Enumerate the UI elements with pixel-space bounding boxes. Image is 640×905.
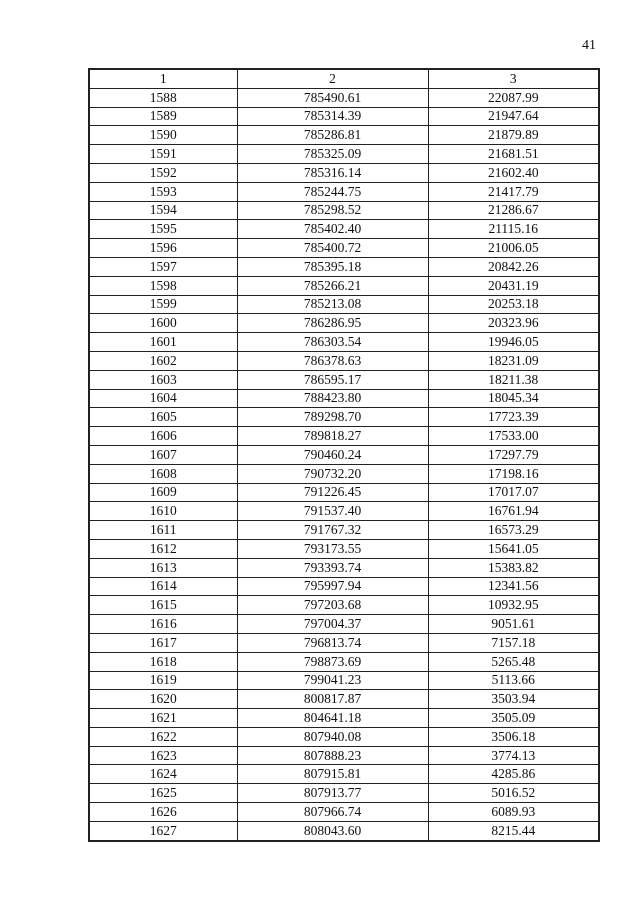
table-row — [89, 765, 599, 784]
table-cell-col-2: 785314.39 — [237, 107, 428, 126]
table-cell-col-1: 1594 — [89, 201, 237, 220]
table-row — [89, 803, 599, 822]
table-cell-col-2: 807940.08 — [237, 727, 428, 746]
table-row — [89, 389, 599, 408]
table-cell-col-2: 788423.80 — [237, 389, 428, 408]
table-cell-col-2: 807913.77 — [237, 784, 428, 803]
table-cell-col-2: 785402.40 — [237, 220, 428, 239]
table-cell-col-2: 789818.27 — [237, 427, 428, 446]
table-cell-col-2: 785325.09 — [237, 145, 428, 164]
table-cell-col-2: 797203.68 — [237, 596, 428, 615]
table-cell-col-1: 1591 — [89, 145, 237, 164]
table-row — [89, 163, 599, 182]
table-row — [89, 351, 599, 370]
table-row — [89, 145, 599, 164]
coordinates-table — [88, 68, 600, 842]
table-cell-col-2: 807888.23 — [237, 746, 428, 765]
table-cell-col-3: 3505.09 — [428, 709, 599, 728]
table-cell-col-3: 21947.64 — [428, 107, 599, 126]
table-cell-col-3: 16573.29 — [428, 521, 599, 540]
table-cell-col-1: 1611 — [89, 521, 237, 540]
table-cell-col-2: 786286.95 — [237, 314, 428, 333]
table-cell-col-3: 21879.89 — [428, 126, 599, 145]
table-cell-col-3: 20323.96 — [428, 314, 599, 333]
table-row — [89, 821, 599, 840]
table-cell-col-2: 799041.23 — [237, 671, 428, 690]
table-cell-col-2: 791537.40 — [237, 502, 428, 521]
table-cell-col-3: 9051.61 — [428, 615, 599, 634]
table-cell-col-3: 21417.79 — [428, 182, 599, 201]
page-number: 41 — [582, 38, 596, 53]
table-cell-col-3: 3503.94 — [428, 690, 599, 709]
table-row — [89, 558, 599, 577]
table-cell-col-1: 1593 — [89, 182, 237, 201]
table-cell-col-3: 16761.94 — [428, 502, 599, 521]
table-cell-col-3: 22087.99 — [428, 88, 599, 107]
table-cell-col-1: 1617 — [89, 633, 237, 652]
table-cell-col-2: 786595.17 — [237, 370, 428, 389]
table-cell-col-3: 12341.56 — [428, 577, 599, 596]
table-cell-col-3: 19946.05 — [428, 333, 599, 352]
column-header-1: 1 — [89, 69, 237, 88]
table-row — [89, 239, 599, 258]
table-header-row — [89, 69, 599, 88]
table-cell-col-3: 17017.07 — [428, 483, 599, 502]
table-cell-col-1: 1601 — [89, 333, 237, 352]
table-cell-col-3: 7157.18 — [428, 633, 599, 652]
table-cell-col-2: 808043.60 — [237, 821, 428, 840]
table-cell-col-3: 10932.95 — [428, 596, 599, 615]
table-cell-col-1: 1613 — [89, 558, 237, 577]
table-row — [89, 652, 599, 671]
table-cell-col-1: 1597 — [89, 257, 237, 276]
table-cell-col-1: 1615 — [89, 596, 237, 615]
table-cell-col-3: 17198.16 — [428, 464, 599, 483]
table-cell-col-2: 786378.63 — [237, 351, 428, 370]
table-row — [89, 464, 599, 483]
table-cell-col-3: 6089.93 — [428, 803, 599, 822]
table-cell-col-3: 3774.13 — [428, 746, 599, 765]
table-cell-col-1: 1602 — [89, 351, 237, 370]
table-cell-col-2: 785213.08 — [237, 295, 428, 314]
table-cell-col-3: 18211.38 — [428, 370, 599, 389]
table-cell-col-1: 1626 — [89, 803, 237, 822]
table-cell-col-1: 1592 — [89, 163, 237, 182]
table-row — [89, 257, 599, 276]
table-cell-col-3: 21115.16 — [428, 220, 599, 239]
table-cell-col-1: 1590 — [89, 126, 237, 145]
table-cell-col-1: 1595 — [89, 220, 237, 239]
table-row — [89, 709, 599, 728]
table-cell-col-2: 793393.74 — [237, 558, 428, 577]
table-cell-col-2: 795997.94 — [237, 577, 428, 596]
table-cell-col-2: 797004.37 — [237, 615, 428, 634]
table-cell-col-1: 1619 — [89, 671, 237, 690]
table-row — [89, 539, 599, 558]
table-row — [89, 88, 599, 107]
table-row — [89, 126, 599, 145]
table-cell-col-1: 1608 — [89, 464, 237, 483]
table-row — [89, 633, 599, 652]
table-cell-col-2: 785490.61 — [237, 88, 428, 107]
table-cell-col-3: 5016.52 — [428, 784, 599, 803]
table-cell-col-1: 1620 — [89, 690, 237, 709]
table-cell-col-1: 1610 — [89, 502, 237, 521]
table-row — [89, 727, 599, 746]
table-cell-col-1: 1599 — [89, 295, 237, 314]
table-row — [89, 107, 599, 126]
table-cell-col-1: 1598 — [89, 276, 237, 295]
table-row — [89, 220, 599, 239]
table-cell-col-2: 791767.32 — [237, 521, 428, 540]
table-cell-col-1: 1616 — [89, 615, 237, 634]
table-cell-col-2: 796813.74 — [237, 633, 428, 652]
table-row — [89, 615, 599, 634]
table-cell-col-2: 790460.24 — [237, 445, 428, 464]
table-cell-col-3: 21681.51 — [428, 145, 599, 164]
table-cell-col-2: 785316.14 — [237, 163, 428, 182]
column-header-3: 3 — [428, 69, 599, 88]
table-cell-col-1: 1614 — [89, 577, 237, 596]
table-cell-col-2: 785266.21 — [237, 276, 428, 295]
table-cell-col-1: 1589 — [89, 107, 237, 126]
table-row — [89, 596, 599, 615]
table-cell-col-2: 786303.54 — [237, 333, 428, 352]
table-cell-col-1: 1609 — [89, 483, 237, 502]
table-cell-col-3: 18231.09 — [428, 351, 599, 370]
table-cell-col-2: 804641.18 — [237, 709, 428, 728]
table-cell-col-1: 1607 — [89, 445, 237, 464]
table-cell-col-3: 17723.39 — [428, 408, 599, 427]
table-cell-col-1: 1600 — [89, 314, 237, 333]
table-cell-col-3: 4285.86 — [428, 765, 599, 784]
table-cell-col-1: 1627 — [89, 821, 237, 840]
table-row — [89, 577, 599, 596]
table-row — [89, 690, 599, 709]
table-cell-col-3: 5265.48 — [428, 652, 599, 671]
column-header-2: 2 — [237, 69, 428, 88]
table-cell-col-2: 790732.20 — [237, 464, 428, 483]
table-cell-col-1: 1625 — [89, 784, 237, 803]
table-cell-col-3: 21602.40 — [428, 163, 599, 182]
table-cell-col-1: 1604 — [89, 389, 237, 408]
table-cell-col-2: 807966.74 — [237, 803, 428, 822]
table-cell-col-3: 15641.05 — [428, 539, 599, 558]
table-cell-col-2: 785395.18 — [237, 257, 428, 276]
table-cell-col-3: 21286.67 — [428, 201, 599, 220]
table-cell-col-3: 20842.26 — [428, 257, 599, 276]
table-row — [89, 521, 599, 540]
table-row — [89, 201, 599, 220]
table-cell-col-2: 785286.81 — [237, 126, 428, 145]
table-cell-col-3: 18045.34 — [428, 389, 599, 408]
table-cell-col-2: 800817.87 — [237, 690, 428, 709]
table-cell-col-2: 785298.52 — [237, 201, 428, 220]
table-cell-col-1: 1596 — [89, 239, 237, 258]
table-cell-col-3: 21006.05 — [428, 239, 599, 258]
table-body — [89, 88, 599, 840]
table-row — [89, 784, 599, 803]
table-row — [89, 295, 599, 314]
table-row — [89, 427, 599, 446]
table-row — [89, 276, 599, 295]
table-cell-col-1: 1603 — [89, 370, 237, 389]
table-cell-col-3: 20253.18 — [428, 295, 599, 314]
table-cell-col-3: 20431.19 — [428, 276, 599, 295]
table-cell-col-1: 1605 — [89, 408, 237, 427]
table-cell-col-2: 798873.69 — [237, 652, 428, 671]
table-row — [89, 370, 599, 389]
table-row — [89, 671, 599, 690]
table-row — [89, 502, 599, 521]
table-row — [89, 333, 599, 352]
table-cell-col-1: 1623 — [89, 746, 237, 765]
table-cell-col-1: 1624 — [89, 765, 237, 784]
table-cell-col-2: 791226.45 — [237, 483, 428, 502]
table-cell-col-2: 789298.70 — [237, 408, 428, 427]
table-cell-col-1: 1621 — [89, 709, 237, 728]
table-cell-col-2: 807915.81 — [237, 765, 428, 784]
table-row — [89, 408, 599, 427]
table-cell-col-3: 15383.82 — [428, 558, 599, 577]
table-row — [89, 314, 599, 333]
table-cell-col-3: 5113.66 — [428, 671, 599, 690]
table-cell-col-1: 1612 — [89, 539, 237, 558]
table-row — [89, 445, 599, 464]
table-cell-col-3: 17297.79 — [428, 445, 599, 464]
table-row — [89, 182, 599, 201]
table-cell-col-2: 785244.75 — [237, 182, 428, 201]
table-cell-col-1: 1588 — [89, 88, 237, 107]
table-cell-col-1: 1618 — [89, 652, 237, 671]
table-cell-col-2: 785400.72 — [237, 239, 428, 258]
table-cell-col-1: 1606 — [89, 427, 237, 446]
table-row — [89, 746, 599, 765]
table-cell-col-3: 8215.44 — [428, 821, 599, 840]
table-cell-col-3: 3506.18 — [428, 727, 599, 746]
table-cell-col-1: 1622 — [89, 727, 237, 746]
table-cell-col-3: 17533.00 — [428, 427, 599, 446]
table-row — [89, 483, 599, 502]
table-cell-col-2: 793173.55 — [237, 539, 428, 558]
